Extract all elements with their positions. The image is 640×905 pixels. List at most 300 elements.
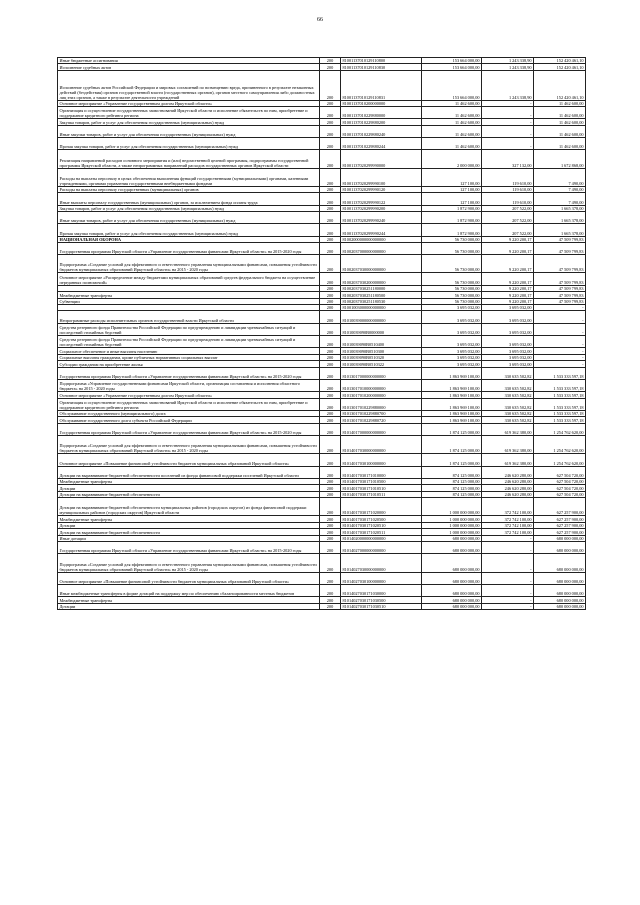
row-classification-code-cell: 81001137010129110831 [341,70,422,100]
row-executed-cell: - [482,542,534,554]
row-executed-cell: 327 132,00 [482,150,534,168]
row-classification-code-cell: 81014017030171010000 [341,466,422,478]
row-executed-cell: 246 620 280,00 [482,466,534,478]
row-approved-cell: 1 874 125 000,00 [422,454,482,466]
row-executed-cell: 372 742 100,00 [482,516,534,522]
row-unexecuted-cell: 7 490,00 [534,186,586,192]
row-admin-code-cell: 200 [320,554,341,572]
row-admin-code-cell: 200 [320,398,341,410]
row-unexecuted-cell: 627 504 720,00 [534,466,586,478]
row-name-cell: Организация и осуществление государственных заимствований Иркутской области и исполнение обязательств по ним, приобретение и поддержание кредитного рейтинга региона [58,107,320,119]
row-executed-cell: 9 220 200,17 [482,236,534,242]
row-approved-cell: 153 664 000,00 [422,64,482,70]
row-classification-code-cell: 81001137020299990000 [341,150,422,168]
row-unexecuted-cell: 1 254 762 620,00 [534,423,586,435]
row-name-cell: Иные межбюджетные трансферты в форме дотаций на поддержку мер по обеспечению сбалансированности местных бюджетов [58,584,320,596]
row-executed-cell: 619 362 380,00 [482,436,534,454]
row-unexecuted-cell: 680 000 000,00 [534,554,586,572]
row-classification-code-cell: 81001137010229880200 [341,119,422,125]
row-name-cell: Дотации на выравнивание бюджетной обеспеченности поселений из фонда финансовой поддержки поселений Иркутской области [58,466,320,478]
row-approved-cell: 1 000 000 000,00 [422,522,482,528]
table-row [58,572,586,584]
row-name-cell: Подпрограмма «Управление государственными финансами Иркутской области, организация составления и исполнения областного бюджета» на 2015 - 2020 годы [58,379,320,391]
row-name-cell: Межбюджетные трансферты [58,516,320,522]
row-classification-code-cell: 81001137020299990120 [341,186,422,192]
row-executed-cell: - [482,125,534,137]
row-executed-cell: 3 695 032,00 [482,348,534,354]
row-admin-code-cell: 200 [320,379,341,391]
row-unexecuted-cell: 152 420 461,10 [534,70,586,100]
row-name-cell: Дотации [58,603,320,609]
row-name-cell: Межбюджетные трансферты [58,292,320,298]
row-executed-cell: 246 620 280,00 [482,478,534,484]
row-unexecuted-cell: 1 533 333 597,18 [534,367,586,379]
table-row [58,193,586,205]
row-executed-cell: 119 610,00 [482,186,534,192]
row-name-cell: Государственная программа Иркутской области «Управление государственными финансами Иркутской области» на 2015-2020 годы [58,367,320,379]
row-unexecuted-cell: 680 000 000,00 [534,603,586,609]
row-executed-cell: 330 635 502,82 [482,379,534,391]
row-executed-cell: 1 243 338,90 [482,64,534,70]
row-admin-code-cell: 200 [320,211,341,223]
row-executed-cell: 619 362 380,00 [482,423,534,435]
row-executed-cell: 3 695 032,00 [482,305,534,311]
row-classification-code-cell: 81001137010200000000 [341,100,422,106]
row-admin-code-cell: 200 [320,348,341,354]
row-approved-cell: 127 100,00 [422,168,482,186]
row-unexecuted-cell: 1 533 333 597,18 [534,392,586,398]
row-unexecuted-cell: 627 257 900,00 [534,529,586,535]
row-admin-code-cell: 200 [320,168,341,186]
row-approved-cell: 680 000 000,00 [422,597,482,603]
row-unexecuted-cell: 152 420 461,10 [534,64,586,70]
row-unexecuted-cell: - [534,361,586,367]
row-name-cell: Реализация направлений расходов основного мероприятия и (или) ведомственной целевой программы, подпрограммы государственной программы Иркутской области, а также непрограммных направлений расходов государственных органов Иркутской области [58,150,320,168]
row-executed-cell: 246 620 280,00 [482,485,534,491]
row-unexecuted-cell: 1 672 868,00 [534,150,586,168]
row-executed-cell: - [482,554,534,572]
row-name-cell: Средства резервного фонда Правительства Российской Федерации по предупреждению и ликвидации чрезвычайных ситуаций и последствий стихийных бедствий [58,336,320,348]
row-executed-cell: 372 742 100,00 [482,522,534,528]
row-executed-cell: 9 220 200,17 [482,298,534,304]
row-executed-cell: 3 695 032,00 [482,311,534,323]
row-classification-code-cell: 81014017030100000000 [341,454,422,466]
row-classification-code-cell: 81002037030251180530 [341,298,422,304]
row-admin-code-cell: 200 [320,478,341,484]
table-row [58,107,586,119]
row-admin-code-cell: 200 [320,436,341,454]
row-unexecuted-cell: 47 509 799,83 [534,242,586,254]
row-approved-cell: 56 730 000,00 [422,255,482,273]
row-classification-code-cell: 81002037000000000000 [341,242,422,254]
row-approved-cell: 680 000 000,00 [422,554,482,572]
row-name-cell: Непрограммные расходы исполнительных органов государственной власти Иркутской области [58,311,320,323]
table-row [58,336,586,348]
row-admin-code-cell: 200 [320,242,341,254]
row-name-cell: Закупка товаров, работ и услуг для обеспечения государственных (муниципальных) нужд [58,119,320,125]
row-admin-code-cell: 200 [320,138,341,150]
row-executed-cell: - [482,535,534,541]
table-row [58,603,586,609]
row-executed-cell: 207 522,00 [482,205,534,211]
row-unexecuted-cell: 7 490,00 [534,168,586,186]
row-classification-code-cell: 81010039000000000000 [341,311,422,323]
row-approved-cell: 1 000 000 000,00 [422,516,482,522]
row-classification-code-cell: 81014017030171020500 [341,516,422,522]
row-classification-code-cell: 81014017030171020000 [341,498,422,516]
row-approved-cell: 56 730 000,00 [422,292,482,298]
row-classification-code-cell: 81013017010229880000 [341,398,422,410]
row-executed-cell: 372 742 100,00 [482,498,534,516]
row-admin-code-cell: 200 [320,410,341,416]
row-admin-code-cell: 200 [320,603,341,609]
budget-table-body [58,58,586,610]
row-unexecuted-cell: 680 000 000,00 [534,542,586,554]
row-executed-cell: - [482,138,534,150]
row-approved-cell: 1 874 125 000,00 [422,423,482,435]
row-classification-code-cell: 81010039090В0510322 [341,361,422,367]
row-approved-cell: 680 000 000,00 [422,535,482,541]
row-approved-cell: 1 863 969 100,00 [422,379,482,391]
table-row [58,125,586,137]
row-executed-cell: 207 522,00 [482,224,534,236]
row-unexecuted-cell: 1 533 333 597,18 [534,398,586,410]
row-admin-code-cell: 200 [320,597,341,603]
row-admin-code-cell: 200 [320,367,341,379]
row-name-cell: Расходы на выплаты персоналу в целях обеспечения выполнения функций государственными (муниципальными) органами, казенными учреждениями, органами управления государственными внебюджетными фондами [58,168,320,186]
row-unexecuted-cell: 1 533 333 597,18 [534,417,586,423]
row-unexecuted-cell: 1 254 762 620,00 [534,454,586,466]
row-classification-code-cell: 81014027030100000000 [341,572,422,584]
row-unexecuted-cell: 627 257 900,00 [534,516,586,522]
row-admin-code-cell: 200 [320,542,341,554]
row-approved-cell: 11 462 600,00 [422,138,482,150]
row-classification-code-cell: 81014017000000000000 [341,423,422,435]
row-admin-code-cell: 200 [320,298,341,304]
row-admin-code-cell: 200 [320,193,341,205]
row-executed-cell: 1 243 338,90 [482,70,534,100]
row-approved-cell: 1 872 900,00 [422,224,482,236]
row-unexecuted-cell: 627 257 900,00 [534,498,586,516]
row-executed-cell: 1 243 338,90 [482,58,534,64]
row-unexecuted-cell: 11 462 600,00 [534,138,586,150]
row-classification-code-cell: 81001137020299990122 [341,193,422,205]
table-row [58,70,586,100]
row-admin-code-cell: 200 [320,498,341,516]
row-approved-cell: 680 000 000,00 [422,542,482,554]
row-classification-code-cell: 81001137020299990100 [341,168,422,186]
row-name-cell: Дотации [58,485,320,491]
row-classification-code-cell: 81014017030171020510 [341,522,422,528]
table-row [58,224,586,236]
row-approved-cell: 3 695 032,00 [422,323,482,335]
row-classification-code-cell: 81014017030171010510 [341,485,422,491]
row-unexecuted-cell: 47 509 799,83 [534,255,586,273]
row-unexecuted-cell: 11 462 600,00 [534,125,586,137]
row-admin-code-cell: 200 [320,522,341,528]
row-admin-code-cell: 200 [320,491,341,497]
row-unexecuted-cell: 680 000 000,00 [534,572,586,584]
row-executed-cell: 9 220 200,17 [482,255,534,273]
row-admin-code-cell: 200 [320,584,341,596]
row-unexecuted-cell: - [534,305,586,311]
row-unexecuted-cell: - [534,336,586,348]
row-unexecuted-cell: 680 000 000,00 [534,597,586,603]
row-admin-code-cell: 200 [320,236,341,242]
row-executed-cell: 3 695 032,00 [482,361,534,367]
row-name-cell: Иные закупки товаров, работ и услуг для обеспечения государственных (муниципальных) нужд [58,211,320,223]
row-unexecuted-cell: 7 490,00 [534,193,586,205]
row-classification-code-cell: 81010039090В0510400 [341,336,422,348]
row-admin-code-cell: 200 [320,150,341,168]
row-unexecuted-cell: 1 665 378,00 [534,224,586,236]
row-name-cell: Подпрограмма «Создание условий для эффективного и ответственного управления муниципальными финансами, повышения устойчивости бюджетов муниципальных образований Иркутской области» на 2015 - 2020 годы [58,436,320,454]
row-unexecuted-cell: 1 533 333 597,18 [534,410,586,416]
row-unexecuted-cell: 47 509 799,83 [534,292,586,298]
row-executed-cell: - [482,603,534,609]
row-admin-code-cell: 200 [320,392,341,398]
row-classification-code-cell: 81001137010129110800 [341,58,422,64]
row-approved-cell: 1 863 969 100,00 [422,398,482,410]
table-row [58,168,586,186]
row-approved-cell: 11 462 600,00 [422,119,482,125]
row-name-cell: Расходы на выплаты персоналу государственных (муниципальных) органов [58,186,320,192]
row-unexecuted-cell: 627 504 720,00 [534,485,586,491]
table-row [58,466,586,478]
row-admin-code-cell: 200 [320,354,341,360]
row-name-cell: Иные закупки товаров, работ и услуг для обеспечения государственных (муниципальных) нужд [58,125,320,137]
row-unexecuted-cell: 11 462 600,00 [534,100,586,106]
row-approved-cell: 11 462 600,00 [422,125,482,137]
row-unexecuted-cell: 47 509 799,83 [534,285,586,291]
row-name-cell: Межбюджетные трансферты [58,478,320,484]
row-unexecuted-cell: 47 509 799,83 [534,236,586,242]
row-name-cell: Средства резервного фонда Правительства Российской Федерации по предупреждению и ликвидации чрезвычайных ситуаций и последствий стихийных бедствий [58,323,320,335]
row-unexecuted-cell: - [534,348,586,354]
row-unexecuted-cell: 627 504 720,00 [534,478,586,484]
row-admin-code-cell: 200 [320,100,341,106]
row-unexecuted-cell: - [534,311,586,323]
row-classification-code-cell: 81001137010229880244 [341,138,422,150]
row-approved-cell: 680 000 000,00 [422,584,482,596]
row-executed-cell: 246 620 280,00 [482,491,534,497]
row-executed-cell: - [482,100,534,106]
row-approved-cell: 680 000 000,00 [422,603,482,609]
row-executed-cell: 3 695 032,00 [482,354,534,360]
row-approved-cell: 3 695 032,00 [422,354,482,360]
row-admin-code-cell: 200 [320,70,341,100]
table-row [58,138,586,150]
row-classification-code-cell: 81010039090В0510320 [341,354,422,360]
row-approved-cell: 874 125 000,00 [422,485,482,491]
row-admin-code-cell: 200 [320,125,341,137]
row-approved-cell: 2 000 000,00 [422,150,482,168]
row-approved-cell: 1 000 000 000,00 [422,529,482,535]
row-name-cell: Государственная программа Иркутской области «Управление государственными финансами Иркутской области» на 2015-2020 годы [58,542,320,554]
row-approved-cell: 1 000 000 000,00 [422,498,482,516]
row-name-cell: Обслуживание государственного (муниципального) долга [58,410,320,416]
row-executed-cell: 9 220 200,17 [482,273,534,285]
row-executed-cell: 330 635 502,82 [482,398,534,410]
row-admin-code-cell: 200 [320,417,341,423]
row-executed-cell: 119 610,00 [482,168,534,186]
table-row [58,323,586,335]
row-approved-cell: 874 125 000,00 [422,466,482,478]
row-unexecuted-cell: - [534,354,586,360]
row-classification-code-cell: 81014027000000000000 [341,542,422,554]
row-executed-cell: 330 635 502,82 [482,410,534,416]
row-classification-code-cell: 81001137010229880000 [341,107,422,119]
table-row [58,542,586,554]
table-row [58,273,586,285]
row-admin-code-cell: 200 [320,485,341,491]
row-approved-cell: 1 863 969 100,00 [422,392,482,398]
row-name-cell: Организация и осуществление государственных заимствований Иркутской области и исполнение обязательств по ним, приобретение и поддержание кредитного рейтинга региона [58,398,320,410]
row-classification-code-cell: 81010039090В0000000 [341,323,422,335]
row-name-cell: Прочая закупка товаров, работ и услуг для обеспечения государственных (муниципальных) нужд [58,224,320,236]
table-row [58,398,586,410]
row-name-cell: Государственная программа Иркутской области «Управление государственными финансами Иркутской области» на 2015-2020 годы [58,242,320,254]
row-executed-cell: 9 220 200,17 [482,285,534,291]
row-approved-cell: 127 100,00 [422,186,482,192]
row-admin-code-cell: 200 [320,516,341,522]
row-name-cell: Основное мероприятие «Повышение финансовой устойчивости бюджетов муниципальных образований Иркутской области» [58,454,320,466]
row-classification-code-cell: 81013017010200000000 [341,392,422,398]
row-admin-code-cell: 200 [320,205,341,211]
budget-table [57,57,586,610]
row-classification-code-cell: 81013017010229880720 [341,417,422,423]
row-unexecuted-cell: 11 462 600,00 [534,119,586,125]
table-row [58,379,586,391]
row-unexecuted-cell: 11 462 600,00 [534,107,586,119]
row-classification-code-cell: 81014017030171010500 [341,478,422,484]
row-classification-code-cell: 81002037030251180500 [341,292,422,298]
row-classification-code-cell: 81013017000000000000 [341,367,422,379]
row-name-cell: Дотации [58,522,320,528]
row-classification-code-cell: 81014027030171030510 [341,603,422,609]
row-classification-code-cell: 81013017010229880700 [341,410,422,416]
row-classification-code-cell: 81014017030171010511 [341,491,422,497]
row-classification-code-cell: 81010039090В0510300 [341,348,422,354]
row-classification-code-cell: 81002037030251180000 [341,285,422,291]
row-executed-cell: 330 635 502,82 [482,367,534,379]
row-classification-code-cell: 81014027030171030000 [341,584,422,596]
row-executed-cell: 372 742 100,00 [482,529,534,535]
row-approved-cell: 874 125 000,00 [422,491,482,497]
row-unexecuted-cell: 47 509 799,83 [534,298,586,304]
row-classification-code-cell: 81001137020299990200 [341,205,422,211]
row-admin-code-cell: 200 [320,255,341,273]
row-executed-cell: - [482,119,534,125]
row-name-cell: Иные бюджетные ассигнования [58,58,320,64]
row-approved-cell: 56 730 000,00 [422,298,482,304]
row-admin-code-cell: 200 [320,292,341,298]
row-classification-code-cell: 81002037030200000000 [341,273,422,285]
row-approved-cell: 56 730 000,00 [422,242,482,254]
row-name-cell: Дотации на выравнивание бюджетной обеспеченности муниципальных районов (городских округов) из фонда финансовой поддержки муниципальных районов (городских округов) Иркутской области [58,498,320,516]
row-executed-cell: 330 635 502,82 [482,392,534,398]
row-name-cell: Закупка товаров, работ и услуг для обеспечения государственных (муниципальных) нужд [58,205,320,211]
row-admin-code-cell: 200 [320,466,341,478]
table-row [58,584,586,596]
row-executed-cell: 207 522,00 [482,211,534,223]
row-approved-cell: 127 100,00 [422,193,482,205]
row-classification-code-cell: 81002000000000000000 [341,236,422,242]
row-classification-code-cell: 81014017030171020511 [341,529,422,535]
table-row [58,454,586,466]
row-admin-code-cell: 200 [320,572,341,584]
row-admin-code-cell: 200 [320,535,341,541]
row-admin-code-cell: 200 [320,529,341,535]
row-unexecuted-cell: 627 257 900,00 [534,522,586,528]
row-admin-code-cell: 200 [320,423,341,435]
row-executed-cell: 9 220 200,17 [482,292,534,298]
row-approved-cell: 3 695 032,00 [422,311,482,323]
row-executed-cell: 619 362 380,00 [482,454,534,466]
row-name-cell: Субвенции [58,298,320,304]
table-row [58,255,586,273]
row-unexecuted-cell: 627 504 720,00 [534,491,586,497]
row-classification-code-cell: 81001137010229880240 [341,125,422,137]
row-approved-cell: 3 695 032,00 [422,336,482,348]
row-name-cell: Основное мероприятие «Повышение финансовой устойчивости бюджетов муниципальных образований Иркутской области» [58,572,320,584]
table-row [58,423,586,435]
row-approved-cell: 3 695 032,00 [422,348,482,354]
row-name-cell: Подпрограмма «Создание условий для эффективного и ответственного управления муниципальными финансами, повышения устойчивости бюджетов муниципальных образований Иркутской области» на 2015 - 2020 годы [58,255,320,273]
row-executed-cell: - [482,572,534,584]
row-name-cell: НАЦИОНАЛЬНАЯ ОБОРОНА [58,236,320,242]
row-approved-cell: 3 695 032,00 [422,361,482,367]
row-name-cell: Иные дотации [58,535,320,541]
row-admin-code-cell: 200 [320,224,341,236]
row-executed-cell: - [482,107,534,119]
row-unexecuted-cell: 1 665 378,00 [534,211,586,223]
row-classification-code-cell: 81014027030171030500 [341,597,422,603]
table-row [58,311,586,323]
row-admin-code-cell: 200 [320,361,341,367]
row-approved-cell: 11 462 600,00 [422,107,482,119]
row-approved-cell: 1 863 969 100,00 [422,417,482,423]
row-approved-cell: 1 863 969 100,00 [422,410,482,416]
row-unexecuted-cell: 680 000 000,00 [534,584,586,596]
row-admin-code-cell: 200 [320,323,341,335]
row-admin-code-cell: 200 [320,107,341,119]
row-name-cell: Прочая закупка товаров, работ и услуг для обеспечения государственных (муниципальных) нужд [58,138,320,150]
row-admin-code-cell: 200 [320,58,341,64]
table-row [58,242,586,254]
page-number: 66 [317,17,323,23]
row-approved-cell: 11 462 600,00 [422,100,482,106]
row-name-cell: Субсидии гражданам на приобретение жилья [58,361,320,367]
row-executed-cell: 3 695 032,00 [482,336,534,348]
table-row [58,150,586,168]
row-admin-code-cell: 200 [320,119,341,125]
row-executed-cell: - [482,597,534,603]
row-unexecuted-cell: 152 420 461,10 [534,58,586,64]
row-name-cell: Обслуживание государственного долга субъекта Российской Федерации [58,417,320,423]
row-name-cell: Межбюджетные трансферты [58,597,320,603]
row-unexecuted-cell: 1 665 378,00 [534,205,586,211]
row-name-cell: Социальное обеспечение и иные выплаты населению [58,348,320,354]
row-unexecuted-cell: 47 509 799,83 [534,273,586,285]
row-approved-cell: 153 664 000,00 [422,58,482,64]
row-executed-cell: 3 695 032,00 [482,323,534,335]
row-classification-code-cell: 81013017010000000000 [341,379,422,391]
row-classification-code-cell: 81014017030000000000 [341,436,422,454]
row-name-cell: Основное мероприятие «Управление государственным долгом Иркутской области» [58,100,320,106]
row-admin-code-cell: 200 [320,311,341,323]
row-approved-cell: 874 125 000,00 [422,478,482,484]
